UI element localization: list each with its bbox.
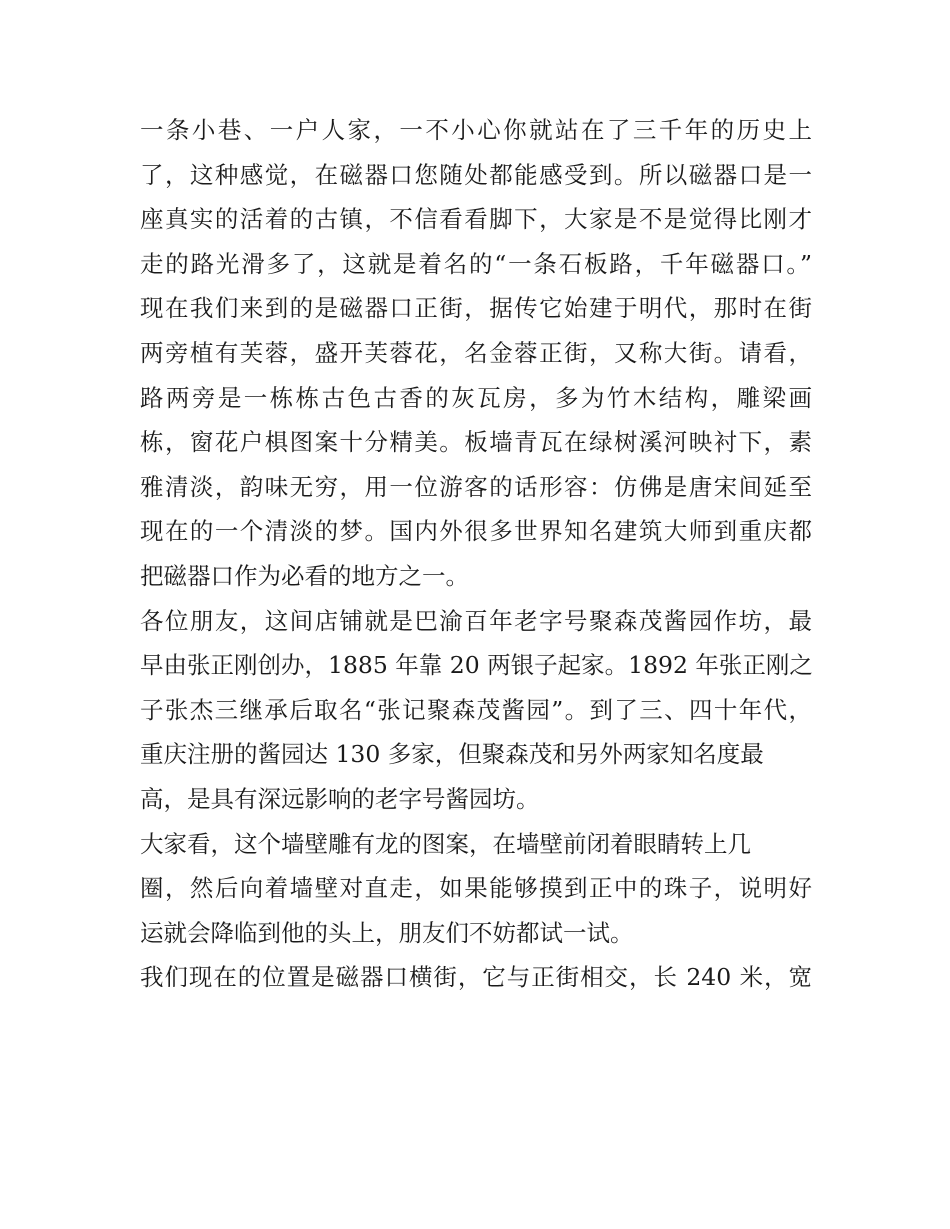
text-line: 子张杰三继承后取名“张记聚森茂酱园”。到了三、四十年代， (140, 695, 812, 724)
text-line: 现在我们来到的是磁器口正街，据传它始建于明代，那时在街 (140, 294, 812, 323)
text-line: 把磁器口作为必看的地方之一。 (140, 561, 469, 590)
text-line: 两旁植有芙蓉，盛开芙蓉花，名金蓉正街，又称大街。请看， (140, 338, 812, 367)
text-line: 我们现在的位置是磁器口横街，它与正街相交，长 240 米，宽 (140, 963, 812, 992)
text-line: 了，这种感觉，在磁器口您随处都能感受到。所以磁器口是一 (140, 160, 812, 189)
text-line: 高，是具有深远影响的老字号酱园坊。 (140, 784, 540, 813)
text-line: 各位朋友，这间店铺就是巴渝百年老字号聚森茂酱园作坊，最 (140, 606, 812, 635)
text-line: 走的路光滑多了，这就是着名的“一条石板路，千年磁器口。” (140, 249, 812, 278)
text-line: 现在的一个清淡的梦。国内外很多世界知名建筑大师到重庆都 (140, 517, 812, 546)
text-line: 路两旁是一栋栋古色古香的灰瓦房，多为竹木结构，雕梁画 (140, 383, 812, 412)
text-line: 圈，然后向着墙壁对直走，如果能够摸到正中的珠子，说明好 (140, 874, 812, 903)
text-line: 栋，窗花户椇图案十分精美。板墙青瓦在绿树溪河映衬下，素 (140, 428, 812, 457)
text-line: 重庆注册的酱园达 130 多家，但聚森茂和另外两家知名度最 (140, 740, 764, 769)
text-line: 运就会降临到他的头上，朋友们不妨都试一试。 (140, 918, 634, 947)
text-line: 雅清淡，韵味无穷，用一位游客的话形容：仿佛是唐宋间延至 (140, 472, 812, 501)
text-line: 一条小巷、一户人家，一不小心你就站在了三千年的历史上 (140, 116, 812, 144)
text-line: 座真实的活着的古镇，不信看看脚下，大家是不是觉得比刚才 (140, 205, 812, 234)
text-line: 早由张正刚创办，1885 年靠 20 两银子起家。1892 年张正刚之 (140, 651, 813, 680)
body-text (140, 108, 812, 1000)
text-line: 大家看，这个墙壁雕有龙的图案，在墙壁前闭着眼睛转上几 (140, 829, 751, 858)
